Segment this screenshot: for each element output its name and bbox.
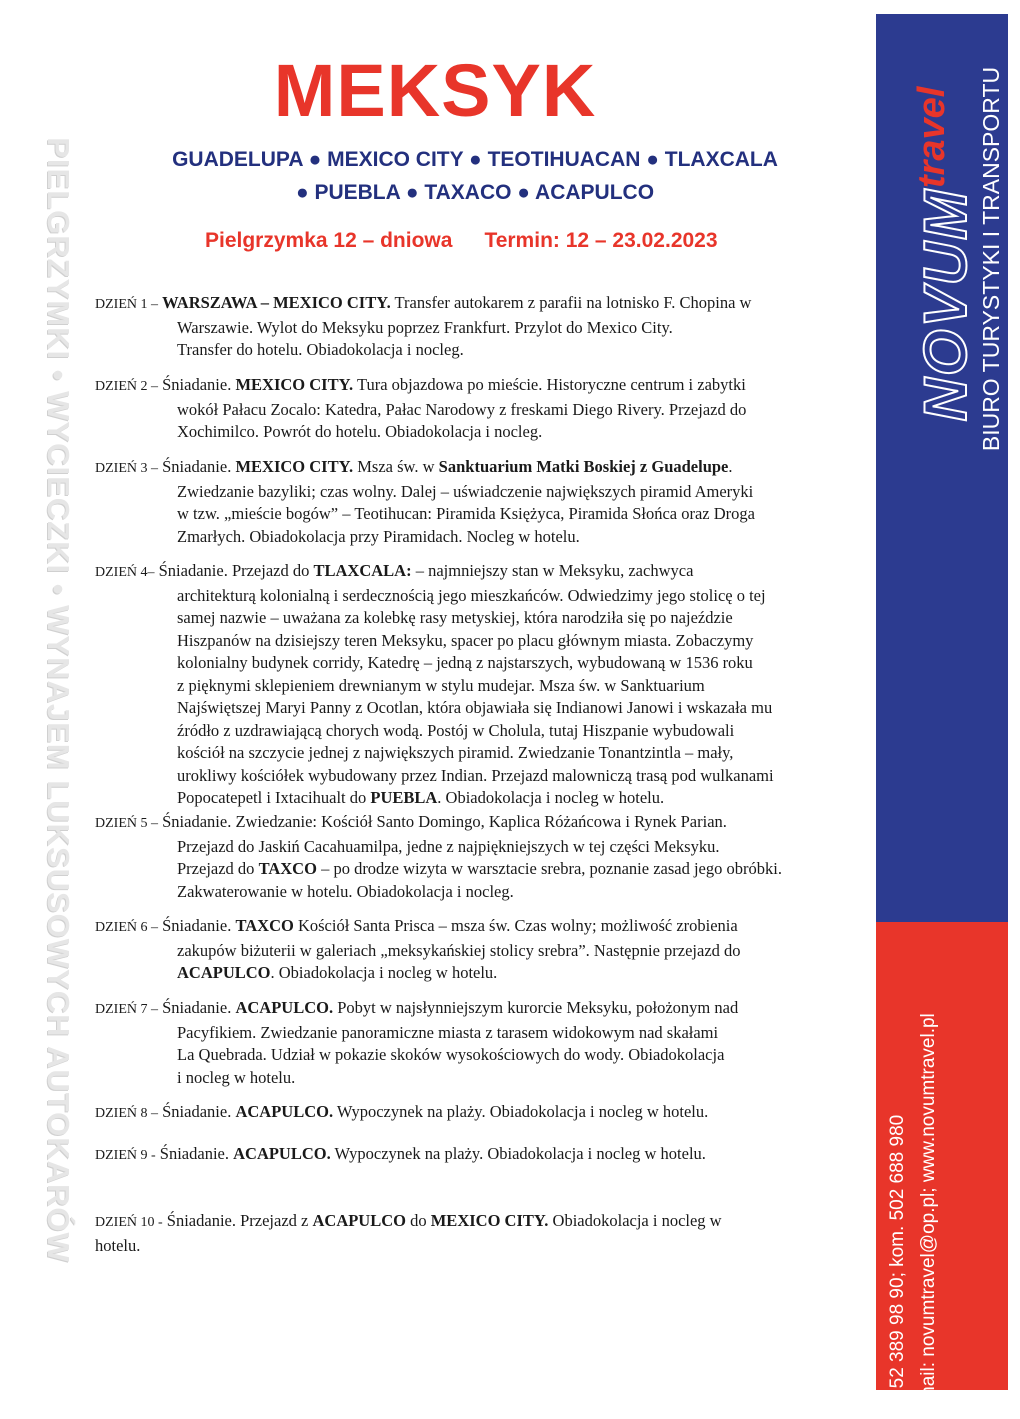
day-text: Wypoczynek na plaży. Obiadokolacja i nocleg w hotelu. [333, 1102, 709, 1121]
day-label: DZIEŃ 1 – [95, 297, 158, 312]
address: 89-410 Więcbork, ul. Gdańska 13 [856, 1137, 877, 1419]
day-text: Zakwaterowanie w hotelu. Obiadokolacja i nocleg. [177, 881, 514, 901]
day-highlight: ACAPULCO [177, 963, 271, 982]
day-text: Śniadanie. [158, 375, 236, 394]
day-highlight: TAXCO [235, 916, 294, 935]
day-text: Śniadanie. Zwiedzanie: Kościół Santo Domingo, Kaplica Różańcowa i Rynek Parian. [158, 812, 727, 831]
day-label: DZIEŃ 8 – [95, 1106, 158, 1121]
day-highlight: ACAPULCO. [235, 1102, 334, 1121]
day-label: DZIEŃ 9 - [95, 1148, 156, 1163]
day-text: Pobyt w najsłynniejszym kurorcie Meksyku, położonym nad [333, 998, 739, 1017]
day-text: hotelu. [95, 1235, 141, 1255]
day-2 [95, 374, 855, 444]
destinations [0, 143, 950, 209]
day-label: DZIEŃ 3 – [95, 461, 158, 476]
day-label: DZIEŃ 7 – [95, 1002, 158, 1017]
destinations-line-1: GUADELUPA ● MEXICO CITY ● TEOTIHUACAN ● TLAXCALA [172, 148, 778, 171]
day-highlight: MEXICO CITY. [235, 457, 354, 476]
day-label: DZIEŃ 6 – [95, 920, 158, 935]
day-highlight: ACAPULCO. [235, 998, 334, 1017]
day-text: do [405, 1211, 431, 1230]
day-9 [95, 1143, 855, 1168]
day-text: Śniadanie. [158, 457, 236, 476]
day-text: Przejazd do Jaskiń Cacahuamilpa, jedne z najpiękniejszych w tej części Meksyku. [177, 836, 720, 856]
day-highlight: ACAPULCO. [233, 1144, 331, 1163]
day-text: . Obiadokolacja i nocleg w hotelu. [270, 963, 498, 982]
contact-block [851, 899, 961, 1419]
day-text: Hiszpanów na dzisiejszy teren Meksyku, spacer po placu głównym miasta. Zobaczymy [177, 630, 754, 650]
day-label: DZIEŃ 5 – [95, 816, 158, 831]
day-text: Śniadanie. Przejazd do [154, 561, 314, 580]
day-text: Śniadanie. [155, 1144, 234, 1163]
day-label: DZIEŃ 2 – [95, 379, 158, 394]
day-text: Warszawie. Wylot do Meksyku poprzez Frankfurt. Przylot do Mexico City. [177, 317, 673, 337]
day-8 [95, 1101, 855, 1126]
day-text: Obiadokolacja i nocleg w [548, 1211, 722, 1230]
day-7 [95, 997, 855, 1089]
destinations-line-2: ● PUEBLA ● TAXACO ● ACAPULCO [295, 181, 655, 204]
phone: tel. 52 389 98 90; kom. 502 688 980 [887, 1114, 908, 1419]
trip-info [205, 229, 805, 253]
day-highlight: TLAXCALA: [313, 561, 412, 580]
day-text: źródło z uzdrawiającą chorych wodą. Postój w Cholula, tutaj Hiszpanie wybudowali [177, 720, 735, 740]
day-highlight: TAXCO [258, 859, 317, 878]
email-www: e-mail: novumtravel@op.pl; www.novumtravel.pl [918, 1013, 939, 1419]
day-highlight: Sanktuarium Matki Boskiej z Guadelupe [438, 457, 729, 476]
day-text: architekturą kolonialną i serdecznością jego mieszkańców. Odwiedzimy jego stolicę o tej [177, 585, 766, 605]
day-text: Zwiedzanie bazyliki; czas wolny. Dalej – uświadczenie największych piramid Ameryki [177, 481, 754, 501]
day-text: wokół Pałacu Zocalo: Katedra, Pałac Narodowy z freskami Diego Rivery. Przejazd do [177, 399, 747, 419]
day-text: w tzw. „mieście bogów” – Teotihucan: Piramida Księżyca, Piramida Słońca oraz Droga [177, 504, 755, 523]
day-highlight: MEXICO CITY. [430, 1211, 549, 1230]
day-4 [95, 560, 855, 810]
day-text: Śniadanie. [158, 916, 236, 935]
day-text: Śniadanie. [158, 1102, 236, 1121]
day-text: Śniadanie. [158, 998, 236, 1017]
day-text: – po drodze wizyta w warsztacie srebra, poznanie zasad jego obróbki. [316, 859, 782, 878]
sidebar-banner [856, 14, 1008, 1419]
day-10 [95, 1210, 855, 1257]
day-3 [95, 456, 855, 548]
trip-duration: Pielgrzymka 12 – dniowa [205, 229, 453, 252]
day-text: samej nazwie – uważana za kolebkę rasy metyskiej, która narodziła się po najeździe [177, 608, 733, 627]
day-text: Xochimilco. Powrót do hotelu. Obiadokolacja i nocleg. [177, 422, 543, 441]
day-highlight: MEXICO CITY. [235, 375, 354, 394]
day-text: kolonialny budynek corridy, Katedrę – jedną z najstarszych, wybudowaną w 1536 roku [177, 653, 753, 672]
day-text: Msza św. w [353, 457, 439, 476]
day-highlight: PUEBLA [370, 788, 438, 807]
day-highlight: WARSZAWA – MEXICO CITY. [162, 293, 391, 312]
day-text: Kościół Santa Prisca – msza św. Czas wolny; możliwość zrobienia [293, 916, 738, 935]
day-text: Śniadanie. Przejazd z [162, 1211, 313, 1230]
day-text: – najmniejszy stan w Meksyku, zachwyca [411, 561, 694, 580]
trip-term: Termin: 12 – 23.02.2023 [484, 229, 718, 252]
brand-tagline: BIURO TURYSTYKI I TRANSPORTU [978, 66, 1004, 452]
day-text: La Quebrada. Udział w pokazie skoków wysokościowych do wody. Obiadokolacja [177, 1045, 725, 1064]
day-text: Najświętszej Maryi Panny z Ocotlan, która objawiała się Indianowi Janowi i wskazała mu [177, 698, 773, 717]
day-text: Wypoczynek na plaży. Obiadokolacja i nocleg w hotelu. [330, 1144, 706, 1163]
brand-name: NOVUM [912, 188, 979, 422]
day-text: Przejazd do [177, 859, 259, 878]
day-text: urokliwy kościółek wybudowany przez Indian. Przejazd malowniczą trasą pod wulkanami [177, 765, 774, 785]
day-highlight: ACAPULCO [312, 1211, 406, 1230]
day-text: Tura objazdowa po mieście. Historyczne centrum i zabytki [353, 375, 746, 394]
day-text: Transfer autokarem z parafii na lotnisko F. Chopina w [390, 293, 752, 312]
brand-sub: travel [911, 86, 953, 189]
day-text: Popocatepetl i Ixtacihualt do [177, 788, 371, 807]
day-text: Pacyfikiem. Zwiedzanie panoramiczne miasta z tarasem widokowym nad skałami [177, 1022, 719, 1042]
day-label: DZIEŃ 10 - [95, 1215, 163, 1230]
day-text: z pięknymi sklepieniem drewnianym w stylu mudejar. Msza św. w Sanktuarium [177, 675, 705, 695]
watermark [8, 40, 108, 1360]
day-text: Transfer do hotelu. Obiadokolacja i nocleg. [177, 340, 464, 359]
day-label: DZIEŃ 4– [95, 565, 155, 580]
day-6 [95, 915, 855, 985]
day-text: . Obiadokolacja i nocleg w hotelu. [437, 788, 665, 807]
watermark-text: PIELGRZYMKI • WYCIECZKI • WYNAJEM LUKSUSOWYCH AUTOKARÓW [41, 137, 76, 1263]
day-5 [95, 811, 855, 903]
brand-logo [911, 84, 979, 424]
day-text: i nocleg w hotelu. [177, 1067, 296, 1087]
day-text: zakupów biżuterii w galeriach „meksykańskiej stolicy srebra”. Następnie przejazd do [177, 940, 741, 960]
day-1 [95, 292, 855, 362]
day-text: kościół na szczycie jednej z największych piramid. Zwiedzanie Tonantzintla – mały, [177, 743, 734, 762]
page-title: MEKSYK [273, 49, 597, 132]
day-text: . [728, 457, 733, 476]
day-text: Zmarłych. Obiadokolacja przy Piramidach. Nocleg w hotelu. [177, 526, 580, 546]
